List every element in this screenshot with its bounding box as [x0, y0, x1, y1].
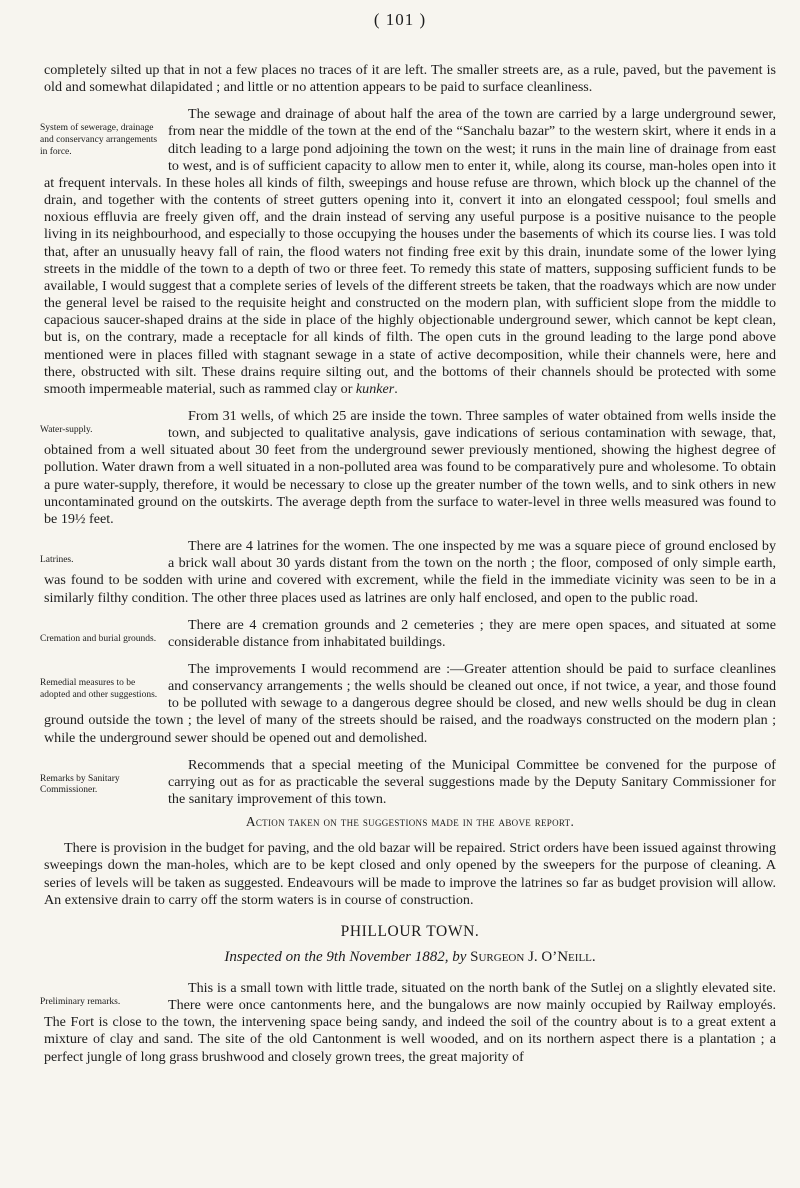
margin-note-remedial: Remedial measures to be adopted and other suggestions. [40, 678, 158, 700]
sewerage-text-end: . [394, 380, 398, 397]
paragraph-action: There is provision in the budget for paving, and the old bazar will be repaired. Strict orders have been issued against throwing sweepings down the man-holes, which are to be kept closed and only opened by the sweepers for the purpose of cleaning. A series of levels will be taken as suggested. Endeavours will be made to improve the latrines so far as budget provision will allow. An extensive drain to carry off the storm waters is in course of construction. [44, 840, 776, 908]
inspection-line [44, 949, 776, 966]
margin-note-water-supply: Water-supply. [40, 424, 93, 435]
paragraph-streets: completely silted up that in not a few places no traces of it are left. The smaller streets are, as a rule, paved, but the pavement is old and somewhat dilapidated ; and little or no attention appears to be paid to surface cleanliness. [44, 62, 776, 96]
page-body [40, 62, 776, 1066]
inspector-name: Surgeon J. O’Neill. [470, 948, 596, 965]
page-number: ( 101 ) [373, 10, 427, 29]
paragraph-remarks: Recommends that a special meeting of the Municipal Committee be convened for the purpose of carrying out as for as practicable the several suggestions made by the Deputy Sanitary Commissioner for the sanitary improvement of this town. [168, 756, 776, 808]
paragraph-water-supply: From 31 wells, of which 25 are inside the town. Three samples of water obtained from wells inside the town, and subjected to qualitative analysis, gave indications of serious contamination with sewage, that, obtained from a well situated about 30 feet from the underground sewer previously mentioned, showing the highest degree of pollution. Water drawn from a well situated in a non-polluted area was found to be comparatively pure and wholesome. To obtain a pure water-supply, therefore, it would be necessary to close up the greater number of the town wells, and to sink others in new uncontaminated ground on the outskirts. The average depth from the surface to water-level in three wells measured was found to be 19½ feet. [44, 407, 776, 527]
paragraph-preliminary: This is a small town with little trade, situated on the north bank of the Sutlej on a slightly elevated site. There were once cantonments here, and the bungalows are now mainly occupied by Railway employés. The Fort is close to the town, the intervening space being sandy, and indeed the soil of the country about is to a great extent a mixture of clay and sand. The site of the old Cantonment is well wooded, and on its northern aspect there is a plantation ; a perfect jungle of long grass brushwood and closely grown trees, the great majority of [44, 979, 776, 1065]
margin-note-cremation: Cremation and burial grounds. [40, 633, 157, 644]
town-title: PHILLOUR TOWN. [340, 922, 480, 940]
margin-note-remarks: Remarks by Sanitary Commissioner. [40, 773, 120, 796]
margin-note-preliminary: Preliminary remarks. [40, 996, 121, 1007]
paragraph-remedial: The improvements I would recommend are :—Greater attention should be paid to surface cleanlines and conservancy arrangements ; the wells should be cleaned out once, if not twice, a year, and those found to be polluted with sewage to a dangerous degree should be closed, and new wells should be dug in clean ground outside the town ; the level of many of the streets should be raised, and the roadways constructed on the modern plan ; while the underground sewer should be opened out and demolished. [44, 661, 776, 746]
sewerage-text: The sewage and drainage of about half the area of the town are carried by a large underground sewer, from near the middle of the town at the end of the “Sanchalu bazar” to the western skirt, where it ends in a ditch leading to a large pond adjoining the town on the west; it runs in the main line of drainage from east to west, and is of sufficient capacity to allow men to enter it, while, along its course, man-holes open into it at frequent intervals. In these holes all kinds of filth, sweepings and house refuse are thrown, which block up the channel of the drain, and together with the contents of street gutters opening into it, convert it into an elongated cesspool; foul smells and noxious effluvia are freely given off, and the drain instead of serving any useful purpose is a positive nuisance to the people living in its neighbourhood, and especially to those occupying the houses under the basements of which its course lies. I was told that, after an unusually heavy fall of rain, the flood waters not finding free exit by this drain, inundate some of the lower lying streets in the middle of the town to a depth of two or three feet. To remedy this state of matters, supposing sufficient funds to be available, I would suggest that a complete series of levels of the different streets be taken, that the roadways which are now under the general level be raised to the requisite height and constructed on the modern plan, with sufficient slope from the middle to capacious saucer-shaped drains at the side in place of the highly objectionable underground sewer, which cannot be kept clean, but is, on the contrary, made a receptacle for all kinds of filth. The open cuts in the ground leading to the large pond above mentioned were in places filled with stagnant sewage in a state of active decomposition, while their channels were, here and there, obstructed with silt. These drains require silting out, and the bottoms of their channels should be protected with some smooth impermeable material, such as rammed clay or [44, 106, 776, 397]
margin-note-latrines: Latrines. [40, 555, 74, 566]
margin-note-sewerage: System of sewerage, drainage and conservancy arrangements in force. [40, 123, 158, 157]
action-heading: Action taken on the suggestions made in the above report. [245, 814, 575, 830]
kunker-word: kunker [355, 380, 395, 397]
paragraph-latrines: There are 4 latrines for the women. The one inspected by me was a square piece of ground enclosed by a brick wall about 30 yards distant from the town on the north ; the floor, composed of only simple earth, was found to be sodden with urine and covered with excrement, while the field in the immediate vicinity was seen to be in a similarly filthy condition. The other three places used as latrines are only half enclosed, and open to the public road. [44, 538, 776, 606]
paragraph-cremation: There are 4 cremation grounds and 2 cemeteries ; they are mere open spaces, and situated at some considerable distance from inhabitated buildings. [168, 616, 776, 650]
inspection-date: Inspected on the 9th November 1882, by [224, 948, 467, 965]
